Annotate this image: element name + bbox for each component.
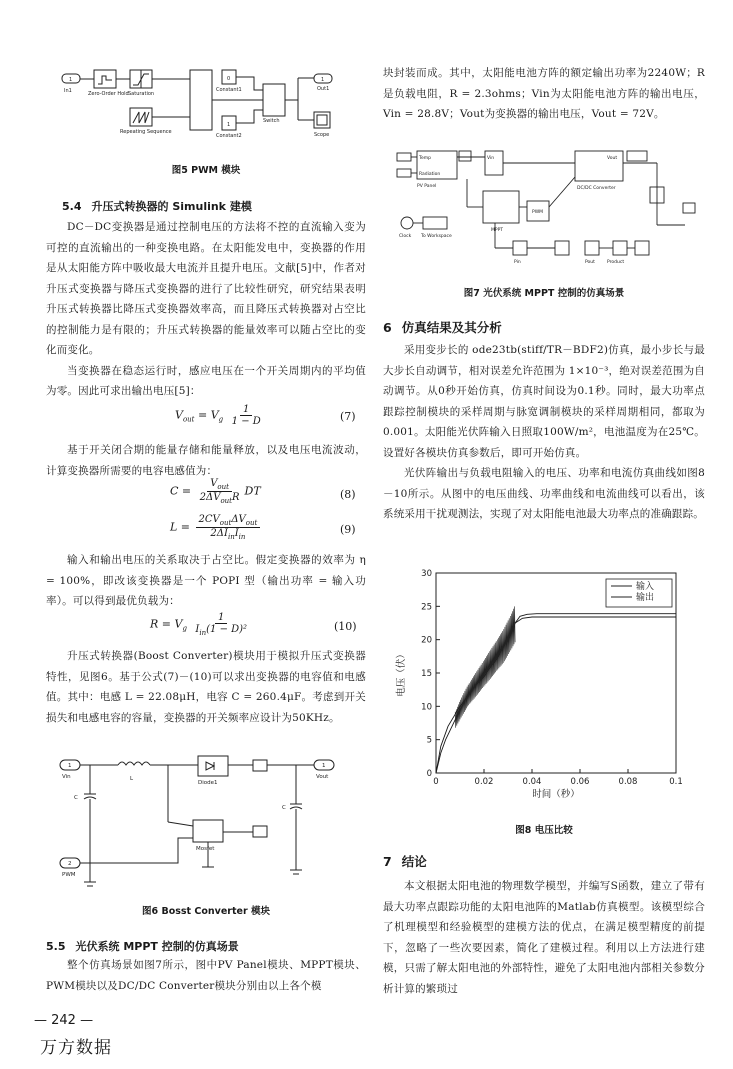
vout-label: Vout bbox=[607, 156, 618, 161]
pwm-label: PWM bbox=[62, 872, 76, 878]
vout-port-number: 1 bbox=[322, 763, 326, 769]
repeating-sequence-block bbox=[130, 108, 152, 126]
left-paragraph-1: DC－DC变换器是通过控制电压的方法将不控的直流输入变为可控的直流输出的一种变换电路。在太阳能发电中，变换器的作用是从太阳能方阵中吸收最大电流并且提升电压。文献[5]中，作者对升压式变换器与降压式变换器的进行了比较性研究，研究结果表明升压式转换器比降压式变换器效率高，而且降压式转换器对占空比的控制能力是有限的；升压式转换器的能量效率可以随占空比的变化而变化。 bbox=[46, 221, 366, 356]
section-title: 结论 bbox=[401, 854, 427, 869]
in1-port-number: 1 bbox=[69, 77, 73, 83]
y-tick-label: 5 bbox=[426, 735, 432, 746]
x-axis-label: 时间（秒） bbox=[532, 789, 580, 800]
vin-label: Vin bbox=[487, 156, 495, 161]
section-7-heading bbox=[383, 852, 427, 870]
section-6-heading bbox=[383, 318, 502, 336]
legend-label: 输出 bbox=[636, 593, 655, 603]
out1-port-number: 1 bbox=[321, 77, 325, 83]
scope-block bbox=[314, 112, 330, 128]
x-tick-label: 0.1 bbox=[669, 777, 683, 787]
diode-label: Diode1 bbox=[198, 780, 218, 786]
section-5-4-heading bbox=[62, 198, 252, 214]
vin-port-number: 1 bbox=[68, 763, 72, 769]
equation-8-number: (8) bbox=[340, 488, 356, 501]
left-paragraph-3: 基于开关闭合期的能量存储和能量释放，以及电压电流波动，计算变换器所需要的电容电感值为： bbox=[46, 444, 366, 477]
pout-label: Pout bbox=[585, 260, 595, 265]
mosfet-label: Mosfet bbox=[196, 846, 215, 852]
diode-meter-block bbox=[253, 760, 267, 771]
scope-label: Scope bbox=[314, 132, 330, 138]
x-tick-label: 0 bbox=[433, 777, 439, 787]
relational-block bbox=[190, 70, 212, 130]
equation-7: $V_{out} = V_g$ $\frac{1}{1 - D}$ bbox=[175, 404, 261, 427]
zoh-block bbox=[94, 70, 116, 88]
product-label: Product bbox=[607, 260, 625, 265]
y-tick-label: 15 bbox=[421, 669, 432, 679]
figure-7-simulation-diagram bbox=[395, 147, 700, 267]
section-number: 6 bbox=[383, 320, 392, 335]
left-paragraph-5: 升压式转换器(Boost Converter)模块用于模拟升压式变换器特性，见图6。基于公式(7)－(10)可以求出变换器的电容值和电感值。其中：电感 L = 22.08μH，电容 C = 260.4μF。考虑到开关损失和电感电容的容量，变换器的开关频率应设计为50KHz。 bbox=[46, 650, 366, 724]
right-paragraph-4: 本文根据太阳电池的物理数学模型，并编写S函数，建立了带有最大功率点跟踪功能的太阳电池阵的Matlab仿真模型。该模型综合了机理模型和经验模型的建模方法的优点，在满足模型精度的前提下，忽略了一些次要因素，简化了建模过程。利用以上方法进行建模，只需了解太阳电池的外部特性，避免了太阳电池内部相关参数分析计算的繁琐过 bbox=[383, 880, 705, 995]
figure-6-caption: 图6 Bosst Converter 模块 bbox=[142, 906, 270, 917]
section-number: 5.5 bbox=[46, 940, 66, 953]
section-number: 5.4 bbox=[62, 200, 82, 213]
section-5-5-heading bbox=[46, 938, 239, 954]
to-workspace-block bbox=[423, 217, 447, 229]
saturation-label: Saturation bbox=[128, 91, 155, 97]
mppt-label: MPPT bbox=[491, 228, 504, 233]
section-number: 7 bbox=[383, 854, 392, 869]
figure-8-caption: 图8 电压比较 bbox=[515, 825, 573, 836]
figure-5-caption: 图5 PWM 模块 bbox=[171, 165, 241, 176]
vout-label: Vout bbox=[316, 774, 329, 780]
left-paragraph-6: 整个仿真场景如图7所示，图中PV Panel模块、MPPT模块、PWM模块以及DC/DC Converter模块分别由以上各个模 bbox=[46, 959, 366, 992]
figure-7-caption: 图7 光伏系统 MPPT 控制的仿真场景 bbox=[463, 288, 625, 299]
x-tick-label: 0.06 bbox=[570, 777, 590, 787]
equation-8: C = $\frac{V_{out}}{2\Delta V_{out}R}$ DT bbox=[170, 478, 261, 505]
clock-label: Clock bbox=[399, 234, 412, 239]
constant2-value: 1 bbox=[227, 122, 231, 128]
page-number: — 242 — bbox=[34, 1013, 94, 1028]
series-oscillation-band bbox=[455, 606, 515, 727]
zoh-label: Zero-Order Hold bbox=[88, 91, 129, 97]
watermark: 万方数据 bbox=[40, 1038, 112, 1058]
constant1-value: 0 bbox=[227, 76, 231, 82]
right-paragraph-2: 采用变步长的 ode23tb(stiff/TR－BDF2)仿真，最小步长与最大步长自动调节，相对误差允许范围为 1×10⁻³，绝对误差范围为自动调节。从0秒开始仿真，仿真时间设为0.1秒。同时，最大功率点跟踪控制模块的采样周期与脉宽调制模块的采样周期相同，都取为0.001。太阳能光伏阵输入日照取100W/m²，电池温度为在25℃。设置好各模块仿真参数后，即可开始仿真。 bbox=[383, 344, 705, 459]
mppt-block bbox=[483, 191, 519, 223]
switch-block bbox=[263, 84, 285, 116]
pwm-label: PWM bbox=[532, 210, 544, 215]
dcdc-label: DC/DC Converter bbox=[577, 186, 616, 191]
to-workspace-label: To Workspace bbox=[421, 234, 452, 239]
inductor-label: L bbox=[130, 776, 134, 782]
x-tick-label: 0.04 bbox=[522, 777, 542, 787]
constant1-label: Constant1 bbox=[216, 87, 242, 93]
temp-label: Temp bbox=[419, 156, 431, 161]
equation-9: L = $\frac{2CV_{out}\Delta V_{out}}{2\Delta I_{in}I_{in}}$ bbox=[170, 514, 262, 541]
switch-label: Switch bbox=[263, 118, 280, 124]
y-tick-label: 0 bbox=[426, 769, 432, 779]
y-tick-label: 30 bbox=[421, 569, 432, 579]
capacitor-right-label: C bbox=[282, 805, 286, 811]
equation-9-number: (9) bbox=[340, 523, 356, 536]
left-paragraph-2: 当变换器在稳态运行时，感应电压在一个开关周期内的平均值为零。因此可求出输出电压[5]： bbox=[46, 364, 366, 397]
equation-10: $R = V_g$ $\frac{1}{I_{in}(1 - D)^2}$ bbox=[150, 612, 248, 637]
section-title: 光伏系统 MPPT 控制的仿真场景 bbox=[75, 940, 239, 953]
equation-10-number: (10) bbox=[334, 620, 357, 633]
section-title: 仿真结果及其分析 bbox=[401, 320, 502, 335]
legend-label: 输入 bbox=[636, 582, 655, 592]
repeating-sequence-label: Repeating Sequence bbox=[120, 129, 172, 135]
figure-5-pwm-diagram bbox=[58, 62, 348, 154]
figure-8-voltage-chart bbox=[388, 565, 700, 810]
right-paragraph-1: 块封装而成。其中，太阳能电池方阵的额定输出功率为2240W；R是负载电阻，R = 2.3ohms；Vin为太阳能电池方阵的输出电压，Vin = 28.8V；Vout为变换器的输出电压，Vout = 72V。 bbox=[383, 67, 705, 120]
x-tick-label: 0.08 bbox=[618, 777, 638, 787]
pv-panel-label: PV Panel bbox=[417, 184, 437, 189]
vin-label: Vin bbox=[62, 774, 71, 780]
pin-label: Pin bbox=[514, 260, 521, 265]
x-tick-label: 0.02 bbox=[474, 777, 494, 787]
section-title: 升压式转换器的 Simulink 建模 bbox=[91, 200, 252, 213]
y-tick-label: 25 bbox=[421, 602, 432, 613]
figure-6-boost-diagram bbox=[58, 752, 348, 890]
y-tick-label: 10 bbox=[421, 702, 432, 713]
radiation-label: Radiation bbox=[419, 172, 441, 177]
out1-label: Out1 bbox=[317, 86, 330, 92]
y-axis-label: 电压（伏） bbox=[396, 649, 407, 697]
mosfet-meter-block bbox=[253, 826, 267, 837]
constant2-label: Constant2 bbox=[216, 133, 242, 139]
clock-icon bbox=[401, 217, 413, 229]
right-paragraph-3: 光伏阵输出与负载电阻输入的电压、功率和电流仿真曲线如图8－10所示。从图中的电压曲线、功率曲线和电流曲线可以看出，该系统采用干扰观测法，实现了对太阳能电池最大功率点的准确跟踪。 bbox=[383, 467, 705, 520]
mosfet-block bbox=[193, 820, 223, 842]
y-tick-label: 20 bbox=[421, 635, 432, 646]
capacitor-left-label: C bbox=[74, 795, 78, 801]
left-paragraph-4: 输入和输出电压的关系取决于占空比。假定变换器的效率为 η = 100%，即改该变换器是一个 POPI 型（输出功率 = 输入功率）。可以得到最优负载为： bbox=[46, 554, 366, 607]
in1-label: In1 bbox=[64, 88, 72, 94]
equation-7-number: (7) bbox=[340, 410, 356, 423]
pwm-port-number: 2 bbox=[68, 861, 72, 867]
